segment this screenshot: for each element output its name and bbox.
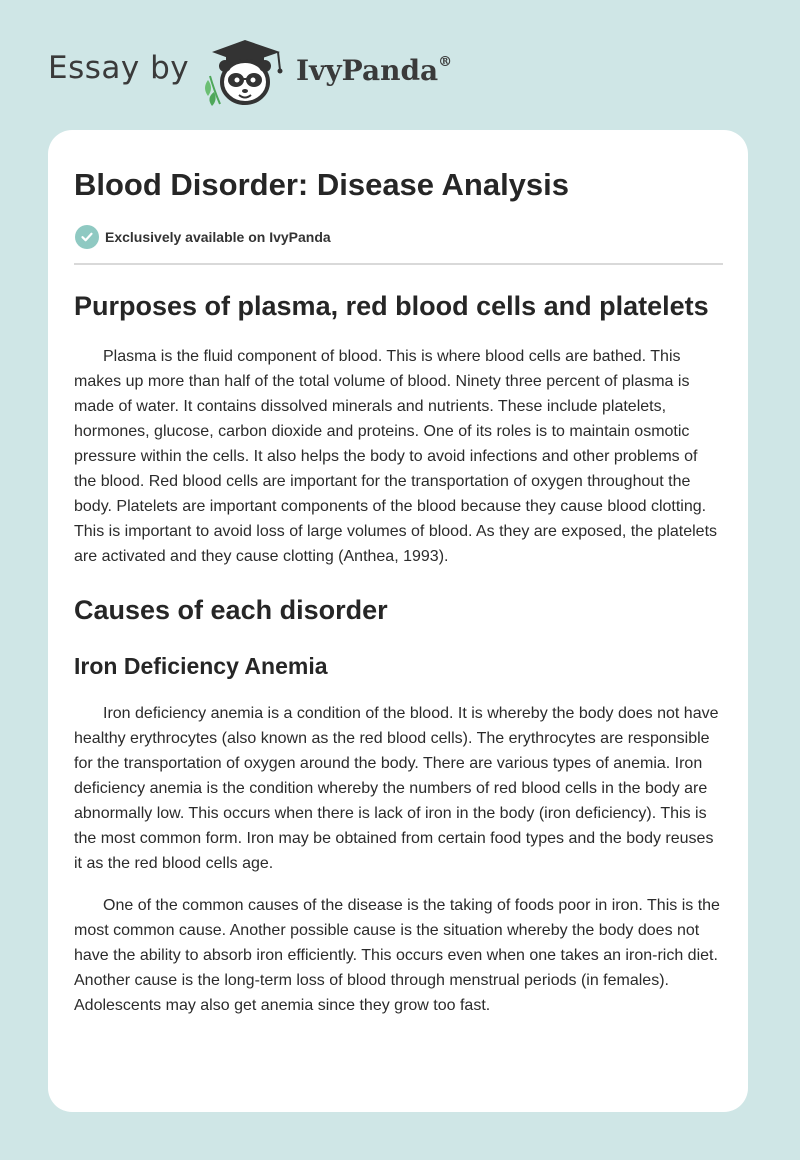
site-header (0, 0, 800, 130)
page-title: Blood Disorder: Disease Analysis (74, 167, 570, 202)
check-icon (75, 225, 99, 249)
paragraph: Iron deficiency anemia is a condition of the blood. It is whereby the body does not have healthy erythrocytes (also known as the red blood cells). The erythrocytes are responsible for the transportation of oxygen around the body. There are various types of anemia. Iron deficiency anemia is the condition whereby the numbers of red blood cells in the body are abnormally low. This occurs when there is lack of iron in the body (iron deficiency). This is the most common form. Iron may be obtained from certain food types and the body reuses it as the red blood cells age. (74, 705, 719, 872)
essay-by-label: Essay by (48, 50, 190, 86)
section-heading: Purposes of plasma, red blood cells and platelets (74, 291, 709, 321)
exclusive-badge (74, 224, 723, 250)
brand-name-text: IvyPanda (296, 54, 439, 87)
panda-graduate-logo-icon[interactable] (200, 36, 290, 108)
subsection-heading: Iron Deficiency Anemia (74, 653, 328, 679)
article-content (74, 166, 723, 1018)
paragraph: Plasma is the fluid component of blood. This is where blood cells are bathed. This makes up more than half of the total volume of blood. Ninety three percent of plasma is made of water. It contains dissolved minerals and nutrients. These include platelets, hormones, glucose, carbon dioxide and proteins. One of its roles is to maintain osmotic pressure within the cells. It also helps the body to avoid infections and other problems of the blood. Red blood cells are important for the transportation of oxygen throughout the body. Platelets are important components of the blood because they cause blood clotting. This is important to avoid loss of large volumes of blood. As they are exposed, the platelets are activated and they cause clotting (Anthea, 1993). (74, 348, 718, 565)
brand-name[interactable] (296, 54, 452, 87)
section-heading: Causes of each disorder (74, 595, 388, 625)
paragraph: One of the common causes of the disease is the taking of foods poor in iron. This is the most common cause. Another possible cause is the situation whereby the body does not have the ability to absorb iron efficiently. This occurs even when one takes an iron-rich diet. Another cause is the long-term loss of blood through menstrual periods (in females). Adolescents may also get anemia since they grow too fast. (74, 897, 720, 1014)
badge-label: Exclusively available on IvyPanda (105, 229, 331, 245)
title-divider (74, 263, 723, 265)
article-card (48, 130, 748, 1112)
registered-mark: ® (438, 54, 453, 70)
